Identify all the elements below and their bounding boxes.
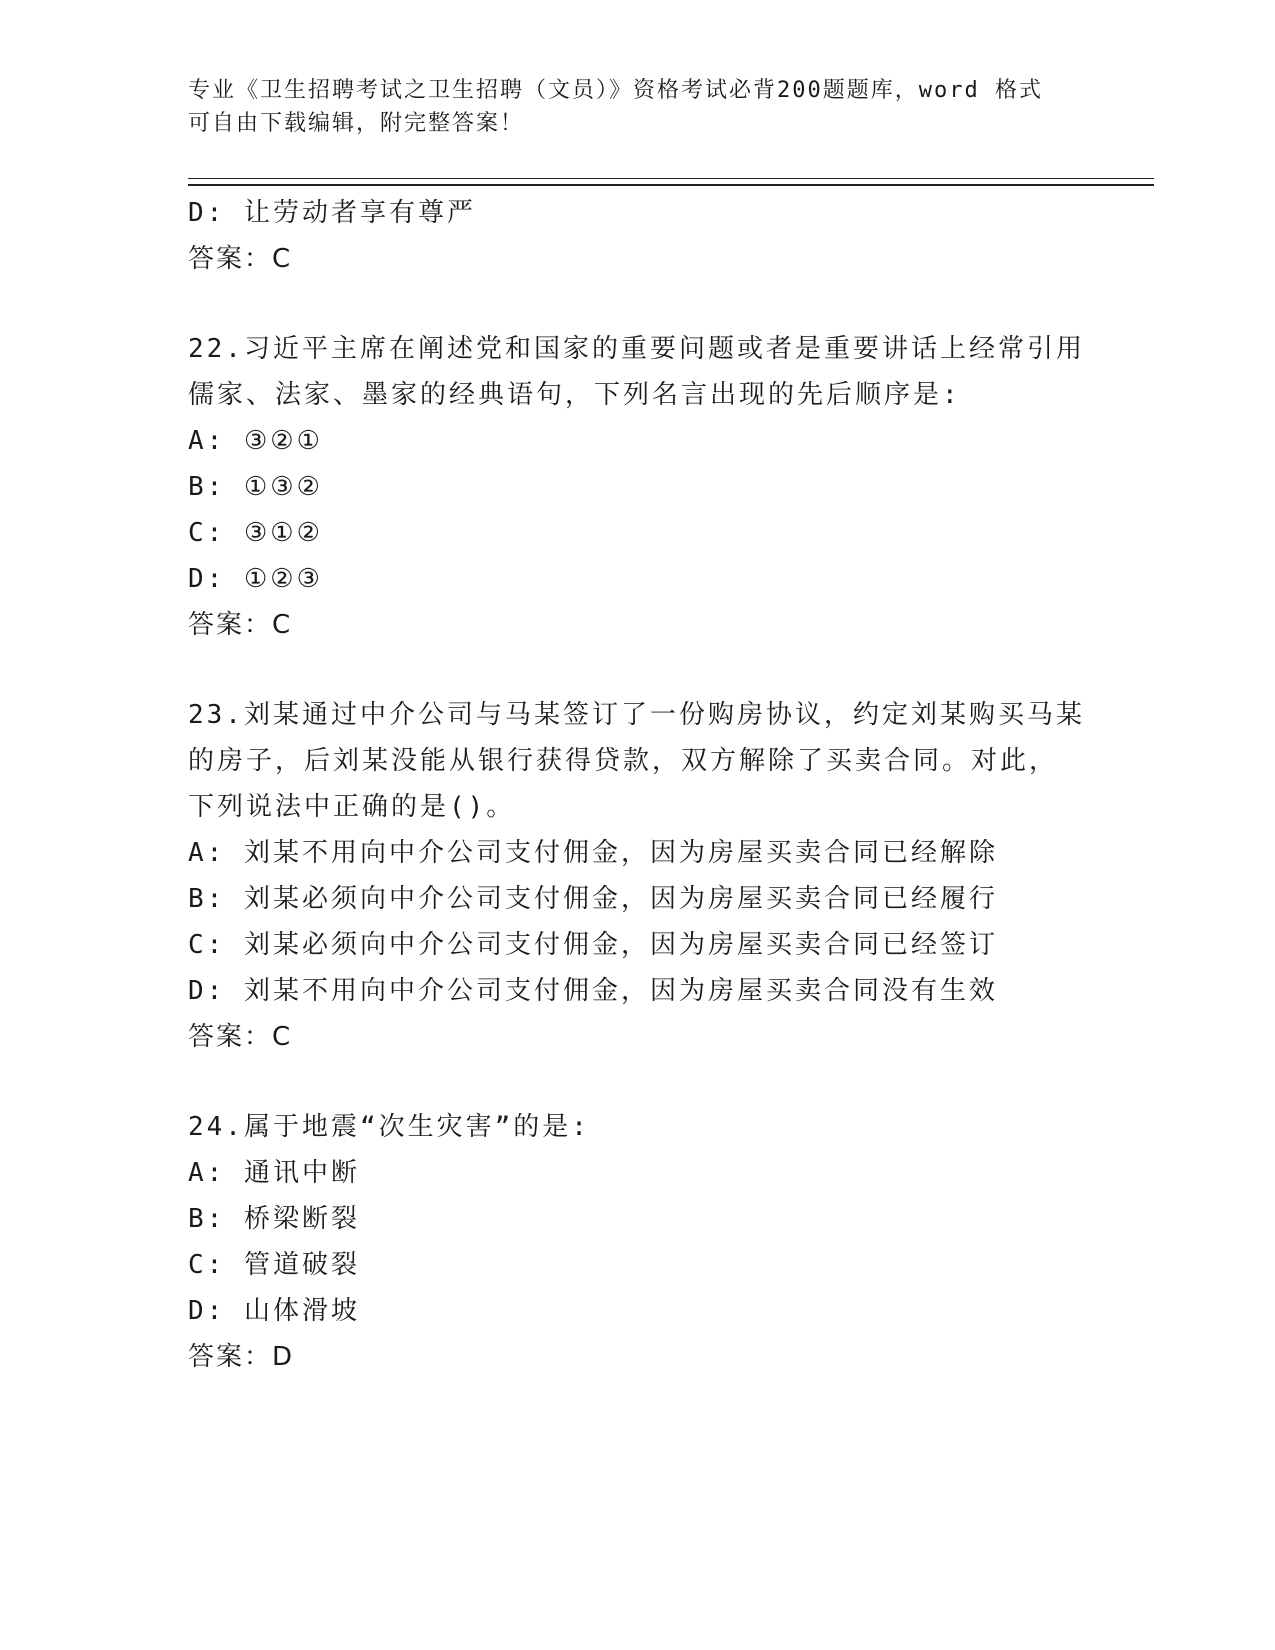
answer-line: 答案：C (188, 1022, 293, 1052)
option-c: C: ③①② (188, 518, 323, 548)
header-line-1: 专业《卫生招聘考试之卫生招聘（文员）》资格考试必背200题题库，word 格式 (188, 78, 1043, 103)
header-divider-thin (188, 178, 1154, 179)
option-d: D: 山体滑坡 (188, 1296, 360, 1326)
option-b: B: 刘某必须向中介公司支付佣金，因为房屋买卖合同已经履行 (188, 884, 998, 914)
option-b: B: ①③② (188, 472, 323, 502)
option-a: A: ③②① (188, 426, 323, 456)
spacer (188, 282, 1088, 326)
answer-line: 答案：C (188, 244, 293, 274)
option-d: D: 让劳动者享有尊严 (188, 198, 476, 228)
question-23 (188, 692, 1088, 1060)
option-b: B: 桥梁断裂 (188, 1204, 360, 1234)
previous-question-tail (188, 190, 1088, 282)
question-list (188, 190, 1088, 1380)
question-text: 儒家、法家、墨家的经典语句，下列名言出现的先后顺序是: (188, 380, 961, 410)
answer-line: 答案：D (188, 1342, 295, 1372)
header-divider-thick (188, 184, 1154, 186)
question-text: 22.习近平主席在阐述党和国家的重要问题或者是重要讲话上经常引用 (188, 334, 1085, 364)
option-d: D: ①②③ (188, 564, 323, 594)
option-c: C: 管道破裂 (188, 1250, 360, 1280)
header-line-2: 可自由下载编辑，附完整答案！ (188, 111, 525, 136)
spacer (188, 1060, 1088, 1104)
option-a: A: 刘某不用向中介公司支付佣金，因为房屋买卖合同已经解除 (188, 838, 998, 868)
question-text: 23.刘某通过中介公司与马某签订了一份购房协议，约定刘某购买马某 (188, 700, 1085, 730)
option-d: D: 刘某不用向中介公司支付佣金，因为房屋买卖合同没有生效 (188, 976, 998, 1006)
spacer (188, 648, 1088, 692)
question-text: 24.属于地震“次生灾害”的是: (188, 1112, 590, 1142)
question-text: 的房子，后刘某没能从银行获得贷款，双方解除了买卖合同。对此， (188, 746, 1059, 776)
question-text: 下列说法中正确的是()。 (188, 792, 516, 822)
option-c: C: 刘某必须向中介公司支付佣金，因为房屋买卖合同已经签订 (188, 930, 998, 960)
question-24 (188, 1104, 1088, 1380)
answer-line: 答案：C (188, 610, 293, 640)
document-header (188, 74, 1088, 140)
option-a: A: 通讯中断 (188, 1158, 360, 1188)
question-22 (188, 326, 1088, 648)
